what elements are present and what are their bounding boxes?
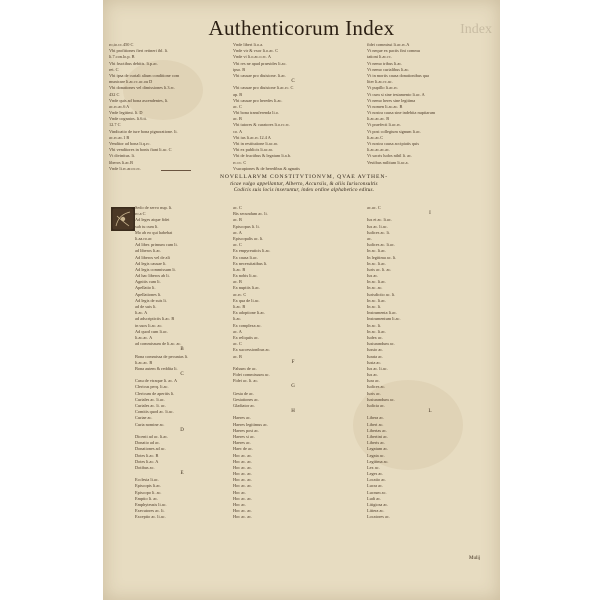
index-entry: ad liberos li.ac.: [135, 248, 162, 254]
index-entry: Curiales ac. li.ac.: [135, 396, 165, 402]
index-entry: Iudicia ac.: [367, 403, 385, 408]
index-entry: I: [429, 211, 431, 217]
index-entry: Ius et ac. li.ac.: [367, 217, 392, 223]
index-entry: Vt sacris ludos nihil li. ac.: [367, 153, 412, 159]
index-entry: Hoc ac. ac.: [233, 471, 253, 477]
index-entry: ac.rc.ac.1 B: [109, 134, 130, 140]
index-entry: Bona commissa de pecunias li.: [135, 353, 189, 359]
index-entry: ro,to.cc.450 C: [109, 42, 134, 47]
index-entry: li.ac. B: [233, 266, 246, 272]
index-entry: 12.7 C: [109, 122, 121, 128]
index-entry: Gesta de ac.: [233, 390, 254, 396]
index-entry: Ius ac. li.ac.: [367, 223, 388, 229]
index-entry: Lucra ac.: [367, 483, 383, 489]
index-entry: Vnde quis ad bona ascendentes, li.: [109, 97, 169, 103]
index-entry: Vbi bona transferenda li.o.: [233, 110, 279, 116]
index-entry: ac. B: [233, 116, 242, 122]
index-entry: Ad legis de suis li.: [135, 297, 167, 303]
index-entry: In ac. li.ac.: [367, 297, 386, 303]
index-entry: Haeres si ac.: [233, 433, 255, 439]
index-entry: Clericum de aperitis li.: [135, 390, 175, 396]
index-entry: Vbi ex publicis li.ac.ro.: [233, 147, 274, 153]
index-entry: Ex causa li.ac.: [233, 254, 258, 260]
index-entry: Haeres post ac.: [233, 427, 260, 433]
index-entry: Hoc ac. ac.: [233, 508, 253, 514]
index-entry: Episcopo li. ac.: [135, 489, 162, 495]
lower-column-2: [233, 205, 353, 550]
catchword: Mulij: [469, 556, 481, 561]
index-entry: B: [180, 347, 184, 353]
index-entry: Vt neque ex pactis fini commu: [367, 48, 420, 54]
index-entry: ac. B: [233, 279, 242, 285]
index-entry: Vbi ipsa de curiali alium conditione com: [109, 72, 180, 78]
index-entry: Ad legis commissum li.: [135, 266, 176, 272]
index-entry: li.ac.ac. B: [135, 359, 153, 365]
index-entry: li.aa.ro.ac: [135, 235, 152, 241]
index-entry: Hoc ac. ac.: [233, 483, 253, 489]
index-entry: Bis secundum ac. li.: [233, 211, 268, 217]
index-entry: Hoc ac. ac.: [233, 458, 253, 464]
index-entry: Fidei commissum ac.: [233, 372, 270, 378]
index-entry: Legata ac.: [367, 452, 385, 458]
index-entry: liter li.ac.rc.ac.: [367, 79, 393, 85]
index-entry: Sedo de servo nup. li.: [135, 205, 173, 210]
index-entry: Ex reliquiis ac.: [233, 334, 259, 340]
index-entry: Bona autem & reddita li.: [135, 365, 178, 371]
index-entry: ipso. B: [233, 66, 246, 72]
index-entry: ac. A: [233, 328, 242, 334]
index-entry: Hoc ac.: [233, 502, 247, 507]
index-entry: Gladiator ac.: [233, 403, 256, 408]
index-entry: Vbi venditores in bonis fiant li.ac. C: [109, 147, 172, 153]
index-entry: co. A: [233, 128, 243, 134]
index-entry: Apellationes li.: [135, 291, 162, 297]
index-entry: Iuris ac. li. ac.: [367, 266, 392, 272]
index-entry: Iusiurandum ac.: [367, 341, 395, 347]
index-entry: In legitima ac. li.: [367, 254, 397, 260]
index-entry: Vt post collegium signum li.ac.: [367, 128, 421, 134]
index-entry: Libertini ac.: [367, 433, 388, 439]
index-entry: Curia nomine ac.: [135, 421, 165, 427]
index-entry: Iura ac.: [367, 378, 380, 384]
index-entry: Vbi causae pro diuisione. li.ac.: [233, 72, 287, 78]
index-entry: Iuris ac.: [367, 390, 381, 396]
index-entry: Dicenti ad ac. li.ac.: [135, 433, 169, 439]
index-entry: li.ac. A: [135, 310, 148, 316]
index-entry: Vt nostra causa sine indebita nuptiarum: [367, 110, 436, 116]
index-entry: Vbi res ne apud praesides li.ac.: [233, 60, 287, 66]
index-entry: Hoc ac. ac.: [233, 514, 253, 520]
index-entry: Vbi profitiones fieri retineri ibl. li.: [109, 48, 169, 54]
index-entry: Vt nomen li.ac.ac. B: [367, 103, 403, 109]
index-entry: Ad liber. primum cum li.: [135, 242, 178, 248]
index-entry: ac. B: [233, 217, 242, 223]
index-entry: Instrumenta li.ac.: [367, 310, 397, 316]
index-entry: li.ac.ac.ac. B: [367, 116, 390, 122]
index-entry: Vbi in restitutione li.ac.ro.: [233, 141, 279, 146]
index-entry: Ex nuptiis li.ac.: [233, 285, 260, 291]
index-entry: Vnde li.rc.ar.oc.rc.: [109, 165, 141, 171]
index-entry: In ac. li.ac.: [367, 248, 386, 254]
index-entry: ad adscripticiis li.ac. B: [135, 316, 175, 322]
index-entry: ad de suis li.: [135, 304, 157, 309]
index-entry: Iudex ac.: [367, 334, 383, 340]
index-entry: Vt nostra causa accipiatis quis: [367, 141, 420, 146]
index-entry: Episcopis li.ac.: [135, 483, 162, 489]
index-entry: Iurata ac.: [367, 353, 383, 359]
index-entry: liberos li.ac.B: [109, 159, 133, 165]
index-entry: Lucrum ac.: [367, 489, 387, 495]
index-entry: ac.: [367, 235, 372, 241]
index-entry: ac. C: [233, 242, 242, 248]
index-entry: ac.ac. C: [367, 205, 381, 210]
index-entry: li.ac.ac.ac.ac.: [367, 147, 391, 153]
index-entry: Hoc ac. ac.: [233, 452, 253, 458]
index-entry: Liberis ac.: [367, 440, 386, 446]
upper-column-2: [233, 42, 353, 172]
index-entry: Libertas ac.: [367, 427, 388, 433]
lower-column-1: [135, 205, 229, 550]
heading-line-3: Codicis suis locis inseruntur, index ordine alphabetico editus.: [233, 187, 375, 194]
index-entry: tationi li.ac.rc.: [367, 54, 392, 60]
index-entry: Iusiurandum ac.: [367, 396, 395, 402]
index-entry: Vsucapiones & de heredibus & agnatis: [233, 165, 300, 171]
index-entry: li.7.con.lo.p. B: [109, 54, 135, 60]
index-entry: Iurisdictio ac. li.: [367, 291, 396, 297]
index-entry: Ius ac. li.ac.: [367, 365, 388, 371]
index-entry: Comitis quod ac. li.ac.: [135, 409, 174, 415]
index-entry: Vt divinitus. li.: [109, 153, 136, 159]
index-entry: Ius ac.: [367, 273, 379, 279]
index-entry: Hoc ac.: [233, 489, 247, 495]
index-entry: Apellatio li.: [135, 285, 156, 291]
index-entry: Ad hac liberos ab li.: [135, 273, 170, 279]
index-entry: Venditor ad bona li.q.rc.: [109, 141, 151, 146]
index-entry: Haec de ac.: [233, 446, 253, 452]
index-entry: Liberi ac.: [367, 421, 384, 427]
index-entry: In ac. li.ac.: [367, 279, 386, 285]
index-entry: Vt nemo curialibus li.ac.: [367, 66, 410, 72]
index-entry: Executores ac. li.: [135, 508, 165, 514]
index-entry: In ac. li.: [367, 304, 382, 309]
upper-column-3: [367, 42, 493, 172]
index-entry: Vbi de fructibus & legatum li.a.b.: [233, 153, 291, 159]
index-entry: Lex ac.: [367, 464, 380, 470]
index-entry: Locatores ac.: [367, 514, 390, 520]
index-entry: Vbi causae pro diuisione li.ac.rc. C: [233, 85, 294, 91]
heading-line-2: ticae vulgo appellantur, Alberto, Accursiis, & aliis Iurisconsultis: [230, 180, 378, 187]
index-entry: ac. A: [233, 229, 242, 235]
index-entry: Ecclesia li.ac.: [135, 477, 159, 483]
index-entry: Legitima ac.: [367, 458, 389, 464]
index-entry: Vt nemo heres sine legitima: [367, 97, 416, 103]
index-entry: Curiae ac.: [135, 415, 153, 421]
index-entry: C: [291, 79, 295, 85]
index-entry: Mo ab eo qui habebat: [135, 229, 173, 235]
index-entry: Vnde vir & vxor li.o.ac. C: [233, 48, 279, 54]
index-entry: 432 C: [109, 91, 120, 97]
index-entry: ap. B: [233, 91, 243, 97]
index-entry: Iudices ac. li.: [367, 229, 390, 235]
index-entry: ret. C: [109, 66, 119, 72]
index-entry: Ex successionibus ac.: [233, 347, 271, 353]
index-entry: fidei commissi li.ac.rc.A: [367, 42, 410, 47]
index-entry: in suos li.ac. ac.: [135, 322, 163, 328]
index-entry: Ex necessitatibus li.: [233, 260, 268, 266]
index-entry: Vnde vi li.o.ac.o.rc. A: [233, 54, 271, 60]
index-entry: Vt in mortis causa donationibus qua: [367, 72, 429, 78]
index-entry: Vt pupillo li.ac.rc.: [367, 85, 399, 91]
index-entry: Episcopalis ac. li.: [233, 235, 264, 241]
index-entry: Iusta ac.: [367, 359, 382, 365]
index-entry: Clericus perq. li.ac.: [135, 384, 169, 390]
index-entry: In ac. li.ac.: [367, 260, 386, 266]
index-entry: li.ac.ac. A: [135, 334, 153, 340]
index-entry: Iudices ac. li.ac.: [367, 242, 395, 248]
index-entry: ac. C: [233, 205, 242, 210]
index-entry: Emptio li. ac.: [135, 495, 159, 501]
index-entry: H: [291, 409, 295, 415]
index-entry: ac. C: [233, 341, 242, 347]
index-entry: Hoc ac. ac.: [233, 477, 253, 483]
index-entry: L: [428, 409, 432, 415]
index-entry: Haeres ac.: [233, 415, 251, 421]
index-entry: G: [291, 384, 295, 390]
upper-column-1: [109, 42, 227, 172]
index-entry: Dotes li.ac. A: [135, 458, 159, 464]
index-entry: Falsum de ac.: [233, 365, 257, 371]
index-entry: Iussio ac.: [367, 347, 384, 353]
index-entry: Fidei ac. li. ac.: [233, 378, 259, 384]
index-entry: Ius ac.: [367, 372, 379, 378]
index-entry: ac. B: [233, 353, 242, 359]
index-entry: Hoc ac. ac.: [233, 464, 253, 470]
page-title: Authenticorum Index: [208, 16, 395, 40]
index-entry: Ex complexa ac.: [233, 322, 262, 328]
index-entry: Vbi donationes vel dimissiones li.3.rc.: [109, 85, 175, 91]
index-entry: Emphyteusis li.ac.: [135, 502, 167, 507]
index-entry: Legatum ac.: [367, 446, 389, 452]
index-entry: Vbi causae pro heredes li.ac.: [233, 97, 283, 103]
index-entry: ac.rc. C: [233, 291, 247, 297]
index-entry: In ac. li.: [367, 322, 382, 328]
index-entry: Iudices ac.: [367, 384, 386, 390]
index-entry: Vestibus militum li.ac.a.: [367, 159, 409, 165]
index-entry: li.ac. B: [233, 304, 246, 309]
index-entry: Ad quod cum li.ac.: [135, 328, 168, 334]
index-entry: Vbi fructibus debitis. li.p.ac.: [109, 60, 159, 66]
index-entry: li.ac.ac.C: [367, 134, 384, 140]
index-entry: Vindicatio de iure bona pignoratione. li.: [109, 128, 178, 134]
index-entry: In ac. li.ac.: [367, 328, 386, 334]
index-entry: Ex qua de li.ac.: [233, 297, 260, 303]
index-entry: Ex nobis li.ac.: [233, 273, 258, 279]
bleed-through-text: Index: [460, 22, 492, 37]
index-entry: Donatio ad ac.: [135, 440, 160, 446]
index-entry: Vt nemo tribus li.ac.: [367, 60, 403, 66]
index-entry: Ad liberos vel de ali: [135, 254, 170, 260]
index-entry: F: [291, 359, 295, 365]
index-entry: ad commissum de li.ac. ac.: [135, 341, 182, 347]
index-entry: sub tu cum li.: [135, 223, 159, 229]
index-entry: E: [180, 471, 184, 477]
index-entry: Haeres ac.: [233, 440, 251, 446]
index-entry: Vt cum si sine testamento li.ac. A: [367, 91, 425, 97]
index-entry: Donationes ad ac.: [135, 446, 166, 452]
index-entry: Vnde legitimi. li. D: [109, 110, 143, 116]
index-entry: Episcopus li. li.: [233, 223, 260, 229]
index-entry: Libera ac.: [367, 415, 385, 421]
index-entry: ac.rc.ac.6 A: [109, 103, 130, 109]
index-entry: Littera ac.: [367, 508, 385, 514]
book-page: [103, 0, 500, 600]
index-entry: ac. C: [233, 103, 242, 109]
index-entry: Agnitis cum li.: [135, 279, 161, 285]
index-entry: Vt praefecti li.ac.rc.: [367, 122, 402, 128]
index-entry: Casu de vtraque li. ac. A: [135, 378, 178, 384]
index-entry: Litigiosa ac.: [367, 502, 389, 507]
section-rule: [161, 170, 191, 171]
index-entry: Vnde liberi li.o.a.: [233, 42, 264, 47]
index-entry: ro.a C: [135, 211, 146, 217]
index-entry: li.ac.: [233, 316, 242, 322]
index-entry: Vnde cognatos. li.6.tt.: [109, 116, 147, 122]
decorated-initial-icon: [111, 207, 135, 231]
index-entry: Ludi ac.: [367, 495, 382, 501]
index-entry: Curiales ac. li. ac.: [135, 403, 166, 408]
index-entry: Vbi ius li.ac.rc.12.4 A: [233, 134, 271, 140]
index-entry: Haeres legitimus ac.: [233, 421, 268, 427]
index-entry: Dotes li.ac. B: [135, 452, 159, 458]
index-entry: Ex adoptione li.ac.: [233, 310, 266, 316]
index-entry: Ad leges atque fidei: [135, 217, 170, 223]
index-entry: In ac. ac.: [367, 285, 383, 291]
index-entry: Vbi tutores & curatores li.o.rc.rc.: [233, 122, 291, 128]
index-entry: municare li.ac.rc.ac.ou D: [109, 79, 153, 85]
index-entry: Ex empyreuticis li.ac.: [233, 248, 271, 254]
index-entry: rc.cc. C: [233, 159, 247, 165]
index-entry: Dotibus ac.: [135, 464, 155, 470]
index-entry: D: [180, 427, 184, 433]
index-entry: Instrumentum li.ac.: [367, 316, 401, 322]
section-heading: [175, 174, 433, 194]
index-entry: Locatio ac.: [367, 477, 387, 483]
index-entry: Exceptio ac. li.ac.: [135, 514, 166, 520]
lower-column-3: [367, 205, 493, 550]
index-entry: Leges ac.: [367, 471, 384, 477]
heading-line-1: NOVELLARVM CONSTITVTIONVM, QVAE AVTHEN-: [219, 174, 389, 180]
index-entry: Gestationes ac.: [233, 396, 260, 402]
index-entry: Hoc ac. ac.: [233, 495, 253, 501]
index-entry: C: [180, 372, 184, 378]
index-entry: Ad legis causae li.: [135, 260, 167, 266]
